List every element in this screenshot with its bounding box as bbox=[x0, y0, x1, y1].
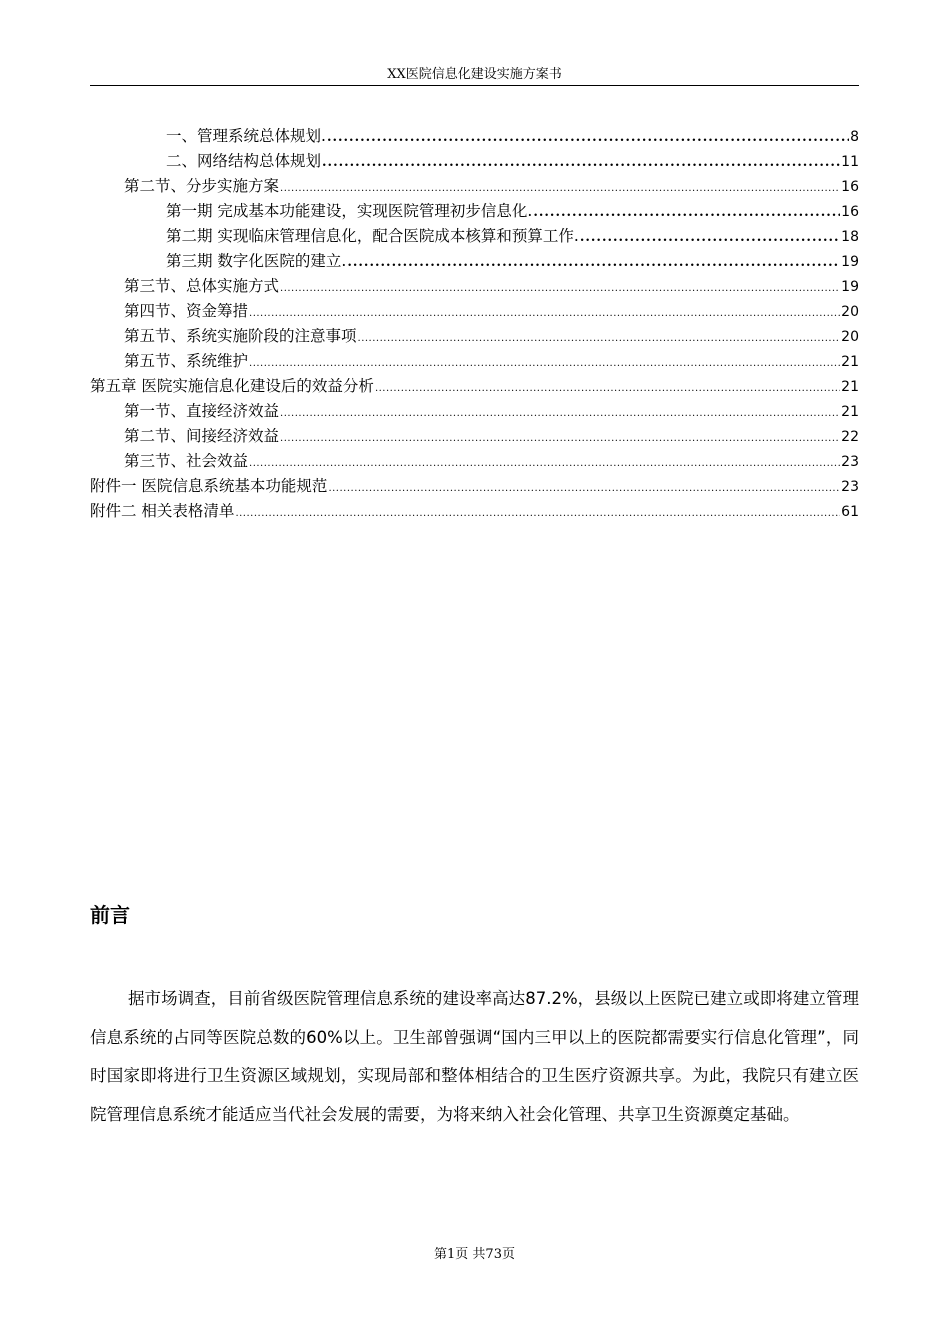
toc-entry-title: 第二节、间接经济效益 bbox=[124, 427, 280, 445]
toc-entry-title: 附件一 医院信息系统基本功能规范 bbox=[90, 477, 328, 495]
toc-entry-title: 第二期 实现临床管理信息化，配合医院成本核算和预算工作. bbox=[166, 227, 579, 245]
toc-entry[interactable] bbox=[90, 499, 859, 524]
toc-leader bbox=[328, 476, 840, 501]
toc-leader bbox=[280, 176, 840, 201]
toc-entry-page: 21 bbox=[841, 354, 859, 370]
toc-entry[interactable] bbox=[90, 224, 859, 249]
toc-entry-title: 第三节、总体实施方式 bbox=[124, 277, 280, 295]
toc-leader bbox=[249, 351, 840, 376]
header-title: XX医院信息化建设实施方案书 bbox=[387, 67, 562, 82]
toc-entry-title: 第四节、资金筹措 bbox=[124, 302, 249, 320]
toc-entry-page: 18 bbox=[841, 229, 859, 245]
toc-entry[interactable] bbox=[90, 124, 859, 149]
toc-entry-page: 21 bbox=[841, 404, 859, 420]
toc-entry[interactable] bbox=[90, 424, 859, 449]
toc-leader bbox=[327, 125, 849, 150]
toc-leader bbox=[533, 200, 840, 225]
toc-entry-page: 16 bbox=[841, 204, 859, 220]
table-of-contents bbox=[90, 124, 859, 524]
toc-entry[interactable] bbox=[90, 399, 859, 424]
toc-leader bbox=[322, 150, 840, 175]
toc-entry[interactable] bbox=[90, 149, 859, 174]
preface-paragraph: 据市场调查，目前省级医院管理信息系统的建设率高达87.2%，县级以上医院已建立或即将建立管理信息系统的占同等医院总数的60%以上。卫生部曾强调“国内三甲以上的医院都需要实行信息化管理”，同时国家即将进行卫生资源区域规划，实现局部和整体相结合的卫生医疗资源共享。为此，我院只有建立医院管理信息系统才能适应当代社会发展的需要，为将来纳入社会化管理、共享卫生资源奠定基础。 bbox=[90, 989, 859, 1124]
page-footer bbox=[90, 1246, 859, 1264]
toc-leader bbox=[235, 501, 840, 526]
toc-leader bbox=[580, 225, 840, 250]
toc-entry-title: 一、管理系统总体规划. bbox=[166, 127, 326, 145]
toc-entry-title: 第五节、系统实施阶段的注意事项 bbox=[124, 327, 357, 345]
toc-entry-page: 61 bbox=[841, 504, 859, 520]
toc-leader bbox=[280, 426, 840, 451]
toc-entry[interactable] bbox=[90, 274, 859, 299]
toc-entry-page: 16 bbox=[841, 179, 859, 195]
toc-entry-title: 第五节、系统维护 bbox=[124, 352, 249, 370]
toc-entry[interactable] bbox=[90, 174, 859, 199]
page-header bbox=[90, 66, 859, 86]
toc-entry-page: 19 bbox=[841, 279, 859, 295]
toc-leader bbox=[249, 301, 840, 326]
toc-entry-title: 第一节、直接经济效益 bbox=[124, 402, 280, 420]
toc-entry[interactable] bbox=[90, 474, 859, 499]
toc-entry-page: 19 bbox=[841, 254, 859, 270]
toc-entry-title: 第三节、社会效益 bbox=[124, 452, 249, 470]
toc-entry-page: 20 bbox=[841, 304, 859, 320]
toc-entry-page: 20 bbox=[841, 329, 859, 345]
toc-entry[interactable] bbox=[90, 349, 859, 374]
preface-heading: 前言 bbox=[90, 903, 130, 927]
toc-leader bbox=[280, 276, 840, 301]
toc-entry-page: 21 bbox=[841, 379, 859, 395]
toc-leader bbox=[249, 451, 840, 476]
toc-entry-page: 8 bbox=[850, 129, 859, 145]
toc-entry-page: 23 bbox=[841, 479, 859, 495]
toc-entry-title: 第一期 完成基本功能建设，实现医院管理初步信息化. bbox=[166, 202, 533, 220]
toc-entry[interactable] bbox=[90, 324, 859, 349]
toc-entry[interactable] bbox=[90, 249, 859, 274]
toc-leader bbox=[375, 376, 840, 401]
toc-leader bbox=[280, 401, 840, 426]
toc-entry[interactable] bbox=[90, 299, 859, 324]
toc-leader bbox=[358, 326, 841, 351]
toc-entry-page: 22 bbox=[841, 429, 859, 445]
toc-entry[interactable] bbox=[90, 374, 859, 399]
toc-entry[interactable] bbox=[90, 199, 859, 224]
toc-entry-title: 二、网络结构总体规划 bbox=[166, 152, 322, 170]
toc-entry[interactable] bbox=[90, 449, 859, 474]
page-number: 第1页 共73页 bbox=[434, 1247, 515, 1262]
toc-entry-title: 第五章 医院实施信息化建设后的效益分析 bbox=[90, 377, 374, 395]
toc-entry-title: 附件二 相关表格清单 bbox=[90, 502, 235, 520]
toc-leader bbox=[347, 250, 840, 275]
toc-entry-page: 23 bbox=[841, 454, 859, 470]
toc-entry-title: 第三期 数字化医院的建立. bbox=[166, 252, 347, 270]
toc-entry-page: 11 bbox=[841, 154, 859, 170]
toc-entry-title: 第二节、分步实施方案 bbox=[124, 177, 280, 195]
